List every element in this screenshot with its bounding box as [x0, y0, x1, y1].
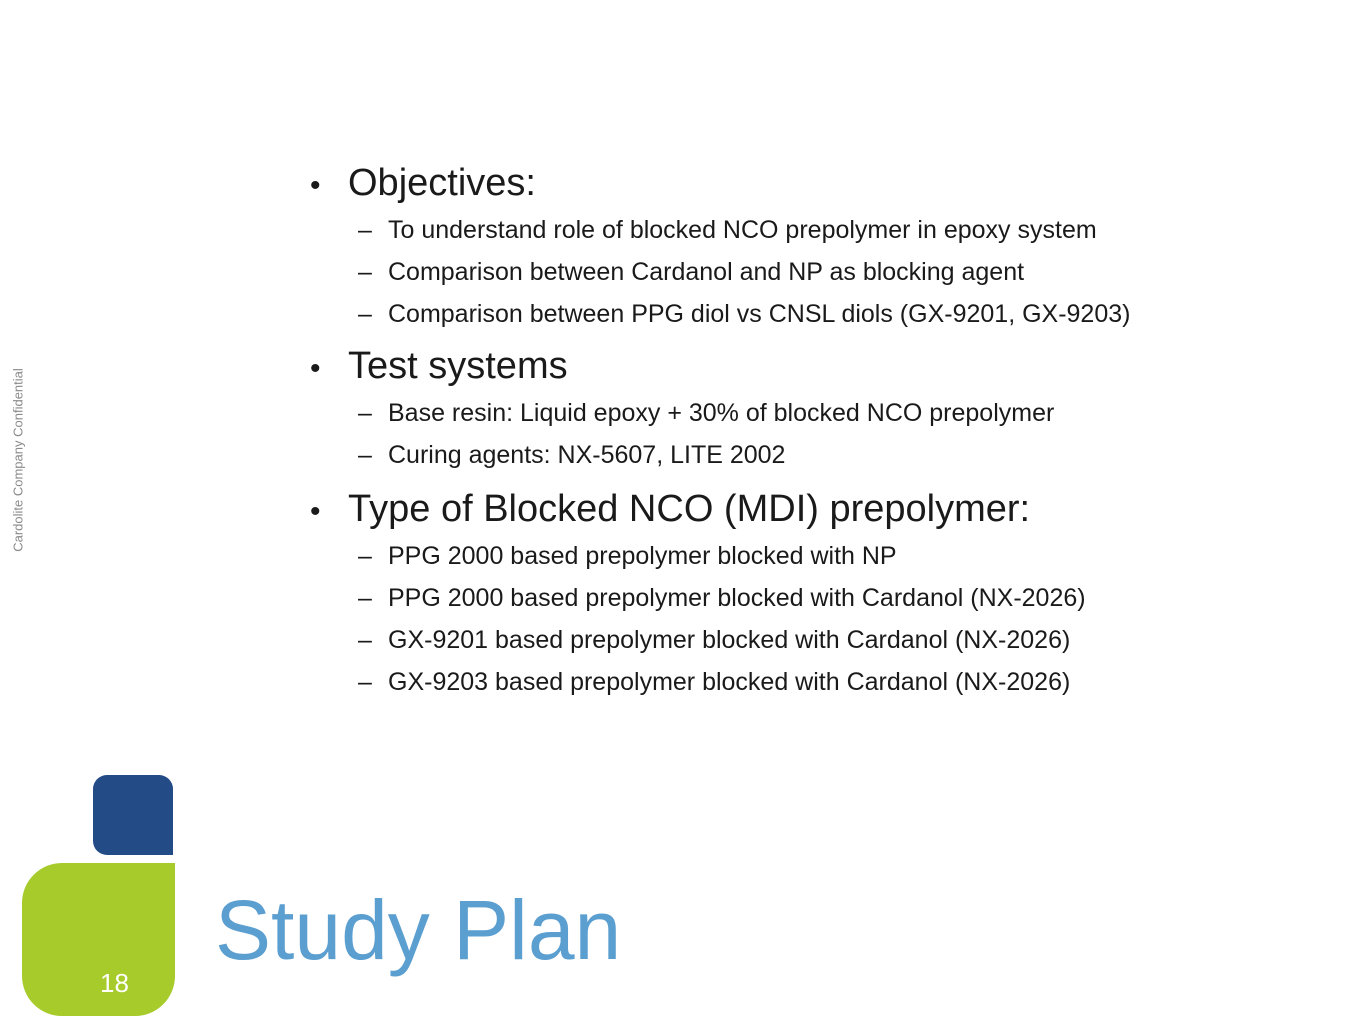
list-item: – PPG 2000 based prepolymer blocked with Cardanol (NX-2026) — [310, 577, 1330, 619]
section-prepolymer-types — [310, 486, 1330, 703]
list-item: – Comparison between Cardanol and NP as blocking agent — [310, 251, 1330, 293]
bullet-icon: • — [310, 169, 321, 202]
slide-body — [310, 160, 1330, 703]
dash-icon: – — [358, 216, 372, 244]
dash-icon: – — [358, 542, 372, 570]
page-title: Study Plan — [215, 883, 622, 977]
list-item: – PPG 2000 based prepolymer blocked with NP — [310, 535, 1330, 577]
list-item: – Curing agents: NX-5607, LITE 2002 — [310, 434, 1330, 476]
list-item: – Comparison between PPG diol vs CNSL diols (GX-9201, GX-9203) — [310, 293, 1330, 335]
section-heading: Test systems — [348, 345, 568, 387]
dash-icon: – — [358, 584, 372, 612]
dash-icon: – — [358, 626, 372, 654]
bullet-icon: • — [310, 352, 321, 385]
bullet-icon: • — [310, 495, 321, 528]
confidential-label: Cardolite Company Confidential — [10, 368, 26, 552]
section-heading: Type of Blocked NCO (MDI) prepolymer: — [348, 488, 1031, 530]
decor-green-square — [22, 863, 175, 1016]
dash-icon: – — [358, 399, 372, 427]
section-test-systems — [310, 343, 1330, 476]
list-item: – To understand role of blocked NCO prepolymer in epoxy system — [310, 209, 1330, 251]
section-heading: Objectives: — [348, 162, 536, 204]
dash-icon: – — [358, 258, 372, 286]
decor-blue-square — [93, 775, 173, 855]
list-item: – Base resin: Liquid epoxy + 30% of blocked NCO prepolymer — [310, 392, 1330, 434]
dash-icon: – — [358, 300, 372, 328]
list-item: – GX-9201 based prepolymer blocked with Cardanol (NX-2026) — [310, 619, 1330, 661]
dash-icon: – — [358, 668, 372, 696]
dash-icon: – — [358, 441, 372, 469]
section-objectives — [310, 160, 1330, 335]
page-number: 18 — [100, 968, 129, 998]
list-item: – GX-9203 based prepolymer blocked with Cardanol (NX-2026) — [310, 661, 1330, 703]
